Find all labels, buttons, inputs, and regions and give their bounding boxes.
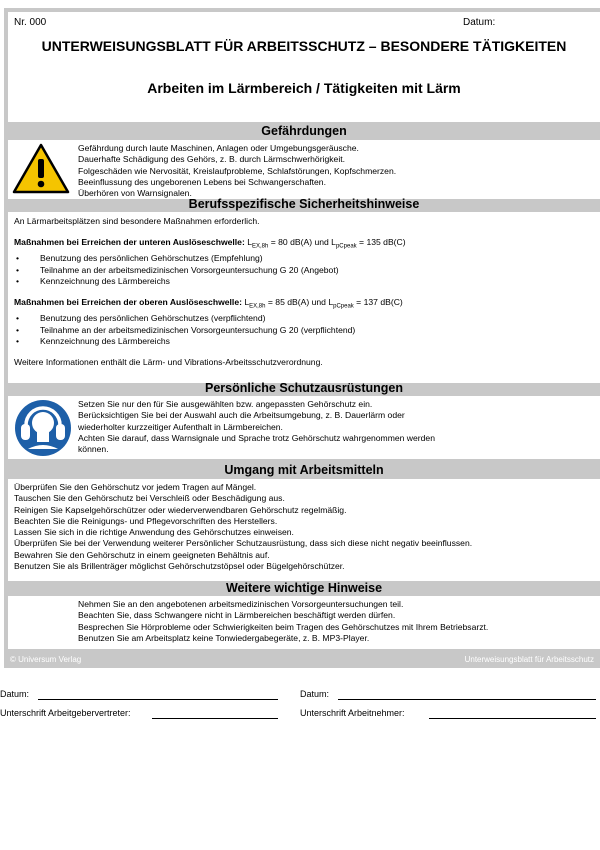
section-psa xyxy=(8,396,600,459)
signature-employer-label: Unterschrift Arbeitgebervertreter: xyxy=(0,708,131,718)
section-title-psa: Persönliche Schutzausrüstungen xyxy=(205,381,403,395)
signature-employer-line[interactable] xyxy=(152,718,278,719)
hinweise-text xyxy=(78,599,488,644)
umgang-text xyxy=(14,482,472,572)
section-title-sicherheit: Berufsspezifische Sicherheitshinweise xyxy=(188,197,420,211)
sheet-header xyxy=(8,12,600,122)
page-title: UNTERWEISUNGSBLATT FÜR ARBEITSSCHUTZ – BESONDERE TÄTIGKEITEN xyxy=(41,38,567,54)
list-item: Berücksichtigen Sie bei der Auswahl auch die Arbeitsumgebung, z. B. Dauerlärm oder xyxy=(78,410,405,421)
section-hinweise xyxy=(8,596,600,649)
list-item: können. xyxy=(78,444,109,455)
psa-text xyxy=(78,399,435,455)
signature-employee-label: Unterschrift Arbeitnehmer: xyxy=(300,708,405,718)
signature-date-line-right[interactable] xyxy=(338,699,596,700)
list-item: • Benutzung des persönlichen Gehörschutzes (verpflichtend) xyxy=(14,313,406,324)
section-sicherheit xyxy=(8,212,600,383)
list-item: Benutzen Sie als Brillenträger möglichst Gehörschutzstöpsel oder Bügelgehörschützer. xyxy=(14,561,345,572)
warning-triangle-icon xyxy=(12,143,70,195)
list-item: wiederholter kurzzeitiger Aufenthalt in Lärmbereichen. xyxy=(78,421,283,432)
list-item: Überprüfen Sie den Gehörschutz vor jedem Tragen auf Mängel. xyxy=(14,482,257,492)
sicherheit-intro: An Lärmarbeitsplätzen sind besondere Maßnahmen erforderlich. xyxy=(14,216,260,226)
footer-doc-type: Unterweisungsblatt für Arbeitsschutz xyxy=(464,655,594,664)
signature-employee-line[interactable] xyxy=(429,718,596,719)
list-item: Tauschen Sie den Gehörschutz bei Verschleiß oder Beschädigung aus. xyxy=(14,493,285,504)
section-title-umgang: Umgang mit Arbeitsmitteln xyxy=(224,463,384,477)
threshold-lower: Maßnahmen bei Erreichen der unteren Auslöseschwelle: $L_{EX,8h} = 80$ dB(A) und $L_{pCpeak} = 135$ dB(C) xyxy=(14,237,406,251)
signature-date-line-left[interactable] xyxy=(38,699,278,700)
list-item: Beachten Sie, dass Schwangere nicht in Lärmbereichen beschäftigt werden dürfen. xyxy=(78,610,396,621)
threshold-upper: Maßnahmen bei Erreichen der oberen Auslöseschwelle: $L_{EX,8h} = 85$ dB(A) und $L_{pCpeak} = 137$ dB(C) xyxy=(14,297,403,310)
list-item: Gefährdung durch laute Maschinen, Anlagen oder Umgebungsgeräusche. xyxy=(78,143,359,153)
list-item: Überprüfen Sie bei der Verwendung weiterer Persönlicher Schutzausrüstung, dass sich diese nicht negativ beeinflussen. xyxy=(14,538,473,549)
list-item: Beachten Sie die Reinigungs- und Pflegevorschriften des Herstellers. xyxy=(14,515,278,526)
list-item: Lassen Sie sich in die richtige Anwendung des Gehörschutzes einweisen. xyxy=(14,527,294,538)
threshold-upper-label: Maßnahmen bei Erreichen der oberen Auslöseschwelle: xyxy=(14,297,242,308)
signature-date-label-right: Datum: xyxy=(300,689,330,699)
footer-copyright: © Universum Verlag xyxy=(10,655,82,664)
threshold-lower-label: Maßnahmen bei Erreichen der unteren Auslöseschwelle: xyxy=(14,237,245,248)
instruction-sheet xyxy=(4,8,600,668)
list-item: Überhören von Warnsignalen. xyxy=(78,188,192,199)
section-gefaehrdungen xyxy=(8,140,600,199)
list-item: Dauerhafte Schädigung des Gehörs, z. B. durch Lärmschwerhörigkeit. xyxy=(78,154,346,165)
list-item: Beeinflussung des ungeborenen Lebens bei Schwangerschaften. xyxy=(78,176,326,187)
list-item: • Kennzeichnung des Lärmbereichs xyxy=(14,336,406,347)
list-item: Folgeschäden wie Nervosität, Kreislaufprobleme, Schlafstörungen, Kopfschmerzen. xyxy=(78,165,397,176)
list-item: Benutzen Sie am Arbeitsplatz keine Tonwiedergabegeräte, z. B. MP3-Player. xyxy=(78,632,370,643)
list-item: Nehmen Sie an den angebotenen arbeitsmedizinischen Vorsorgeuntersuchungen teil. xyxy=(78,599,404,609)
document-number: Nr. 000 xyxy=(14,17,47,28)
section-umgang xyxy=(8,479,600,581)
section-title-gefaehrdungen: Gefährdungen xyxy=(261,124,347,138)
list-item: Reinigen Sie Kapselgehörschützer oder wiederverwendbaren Gehörschutz regelmäßig. xyxy=(14,504,347,515)
header-date-label: Datum: xyxy=(463,17,496,28)
sicherheit-text xyxy=(14,216,406,368)
list-item: Achten Sie darauf, dass Warnsignale und Sprache trotz Gehörschutz wahrgenommen werden xyxy=(78,432,435,443)
hearing-protection-icon xyxy=(14,399,72,457)
list-item: • Teilnahme an der arbeitsmedizinischen Vorsorgeuntersuchung G 20 (Angebot) xyxy=(14,265,406,276)
page-subtitle: Arbeiten im Lärmbereich / Tätigkeiten mit Lärm xyxy=(147,80,461,96)
signature-date-label-left: Datum: xyxy=(0,689,30,699)
section-title-hinweise: Weitere wichtige Hinweise xyxy=(225,581,383,595)
list-item: • Kennzeichnung des Lärmbereichs xyxy=(14,276,406,287)
gefaehrdungen-text xyxy=(78,143,396,199)
list-item: Besprechen Sie Hörprobleme oder Schwierigkeiten beim Tragen des Gehörschutzes mit Ihrem Betriebsarzt. xyxy=(78,621,489,632)
sicherheit-outro: Weitere Informationen enthält die Lärm- und Vibrations-Arbeitsschutzverordnung. xyxy=(14,357,323,368)
list-item: Bewahren Sie den Gehörschutz in einem geeigneten Behältnis auf. xyxy=(14,549,270,560)
list-item: • Benutzung des persönlichen Gehörschutzes (Empfehlung) xyxy=(14,253,406,264)
list-item: Setzen Sie nur den für Sie ausgewählten bzw. angepassten Gehörschutz ein. xyxy=(78,399,373,409)
list-item: • Teilnahme an der arbeitsmedizinischen Vorsorgeuntersuchung G 20 (verpflichtend) xyxy=(14,325,406,336)
